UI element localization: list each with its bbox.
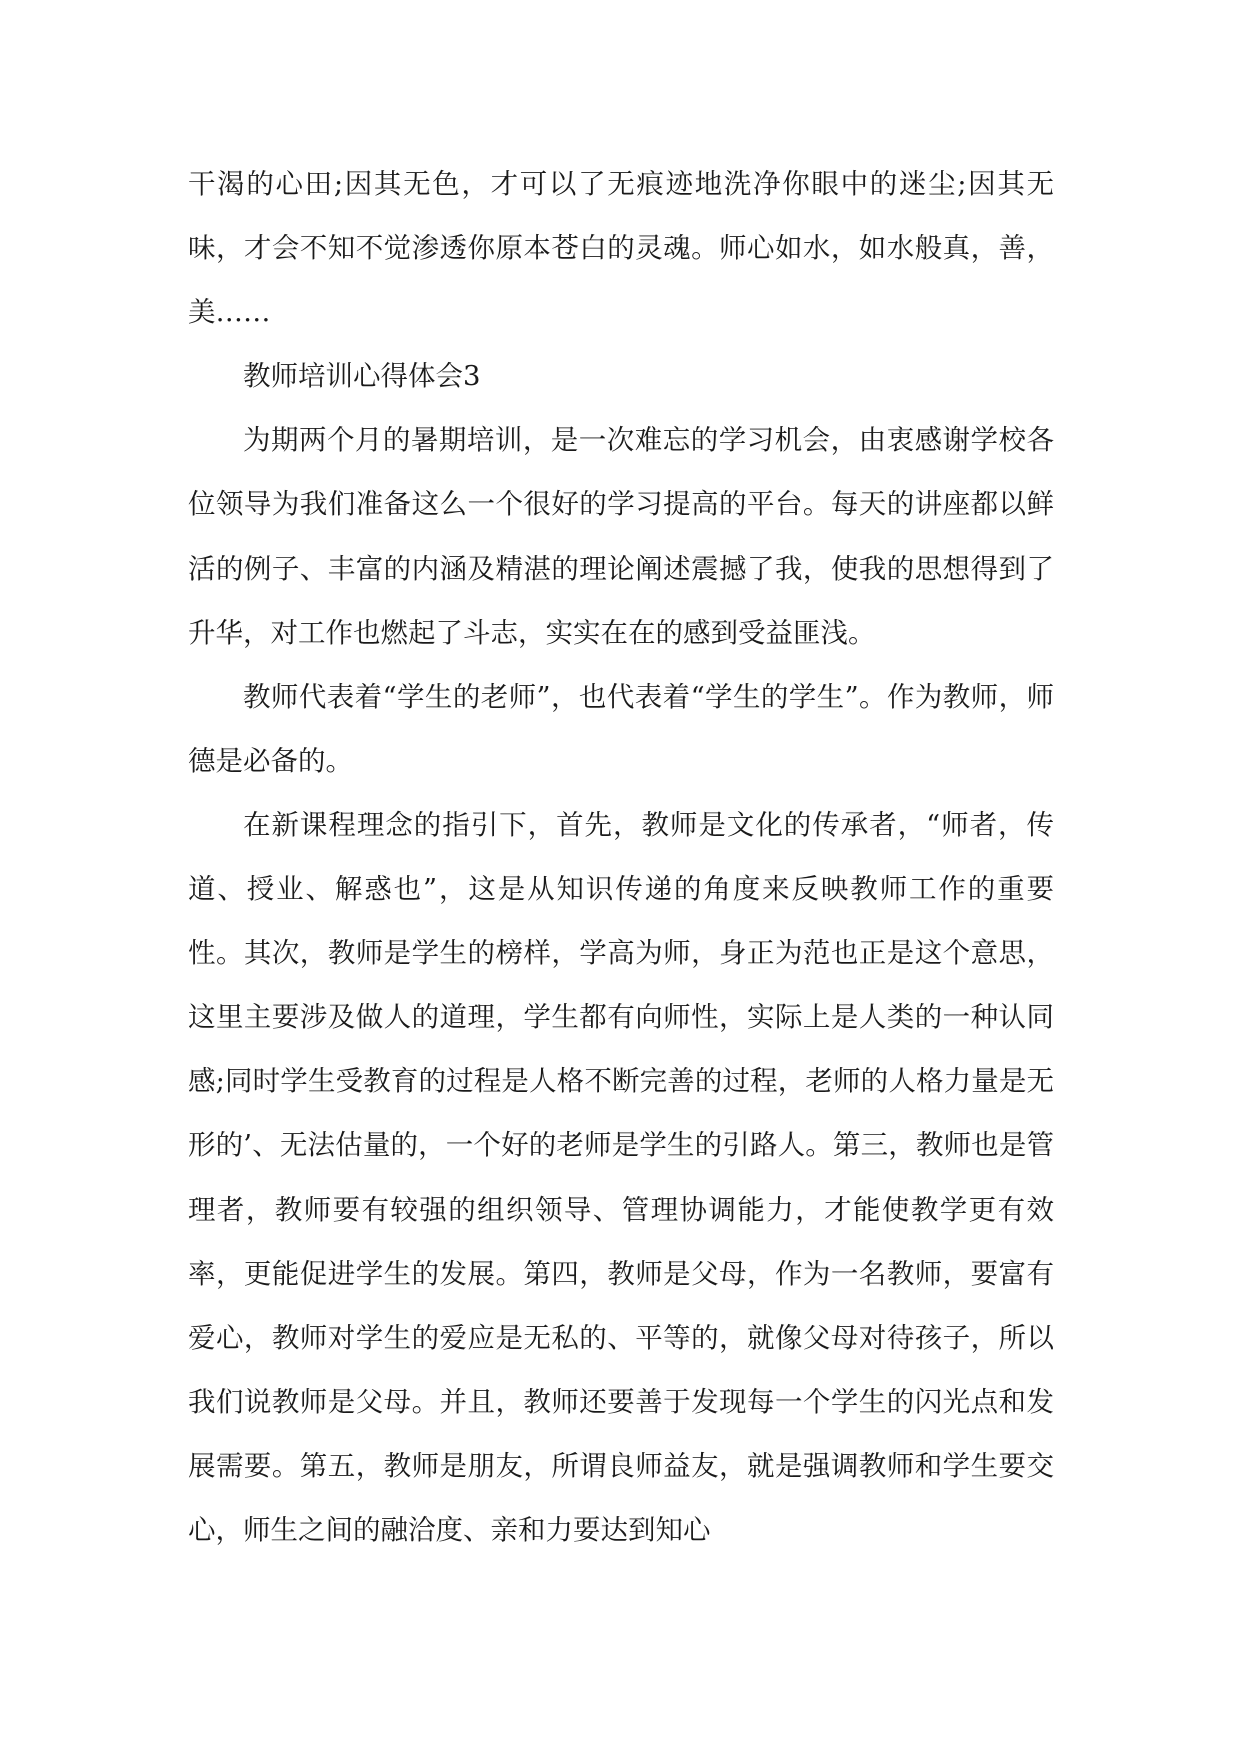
paragraph: 在新课程理念的指引下，首先，教师是文化的传承者，“师者，传道、授业、解惑也”，这是从知识传递的角度来反映教师工作的重要性。其次，教师是学生的榜样，学高为师，身正为范也正是这个意思，这里主要涉及做人的道理，学生都有向师性，实际上是人类的一种认同感;同时学生受教育的过程是人格不断完善的过程，老师的人格力量是无形的’、无法估量的，一个好的老师是学生的引路人。第三，教师也是管理者，教师要有较强的组织领导、管理协调能力，才能使教学更有效率，更能促进学生的发展。第四，教师是父母，作为一名教师，要富有爱心，教师对学生的爱应是无私的、平等的，就像父母对待孩子，所以我们说教师是父母。并且，教师还要善于发现每一个学生的闪光点和发展需要。第五，教师是朋友，所谓良师益友，就是强调教师和学生要交心，师生之间的融洽度、亲和力要达到知心	[188, 808, 1054, 1546]
paragraph: 为期两个月的暑期培训，是一次难忘的学习机会，由衷感谢学校各位领导为我们准备这么一个很好的学习提高的平台。每天的讲座都以鲜活的例子、丰富的内涵及精湛的理论阐述震撼了我，使我的思想得到了升华，对工作也燃起了斗志，实实在在的感到受益匪浅。	[188, 424, 1054, 649]
paragraph-continuation: 干渴的心田;因其无色，才可以了无痕迹地洗净你眼中的迷尘;因其无味，才会不知不觉渗透你原本苍白的灵魂。师心如水，如水般真，善，美……	[188, 168, 1054, 329]
section-heading: 教师培训心得体会3	[243, 360, 481, 393]
document-body	[188, 152, 1054, 1562]
paragraph: 教师代表着“学生的老师”，也代表着“学生的学生”。作为教师，师德是必备的。	[188, 680, 1054, 777]
